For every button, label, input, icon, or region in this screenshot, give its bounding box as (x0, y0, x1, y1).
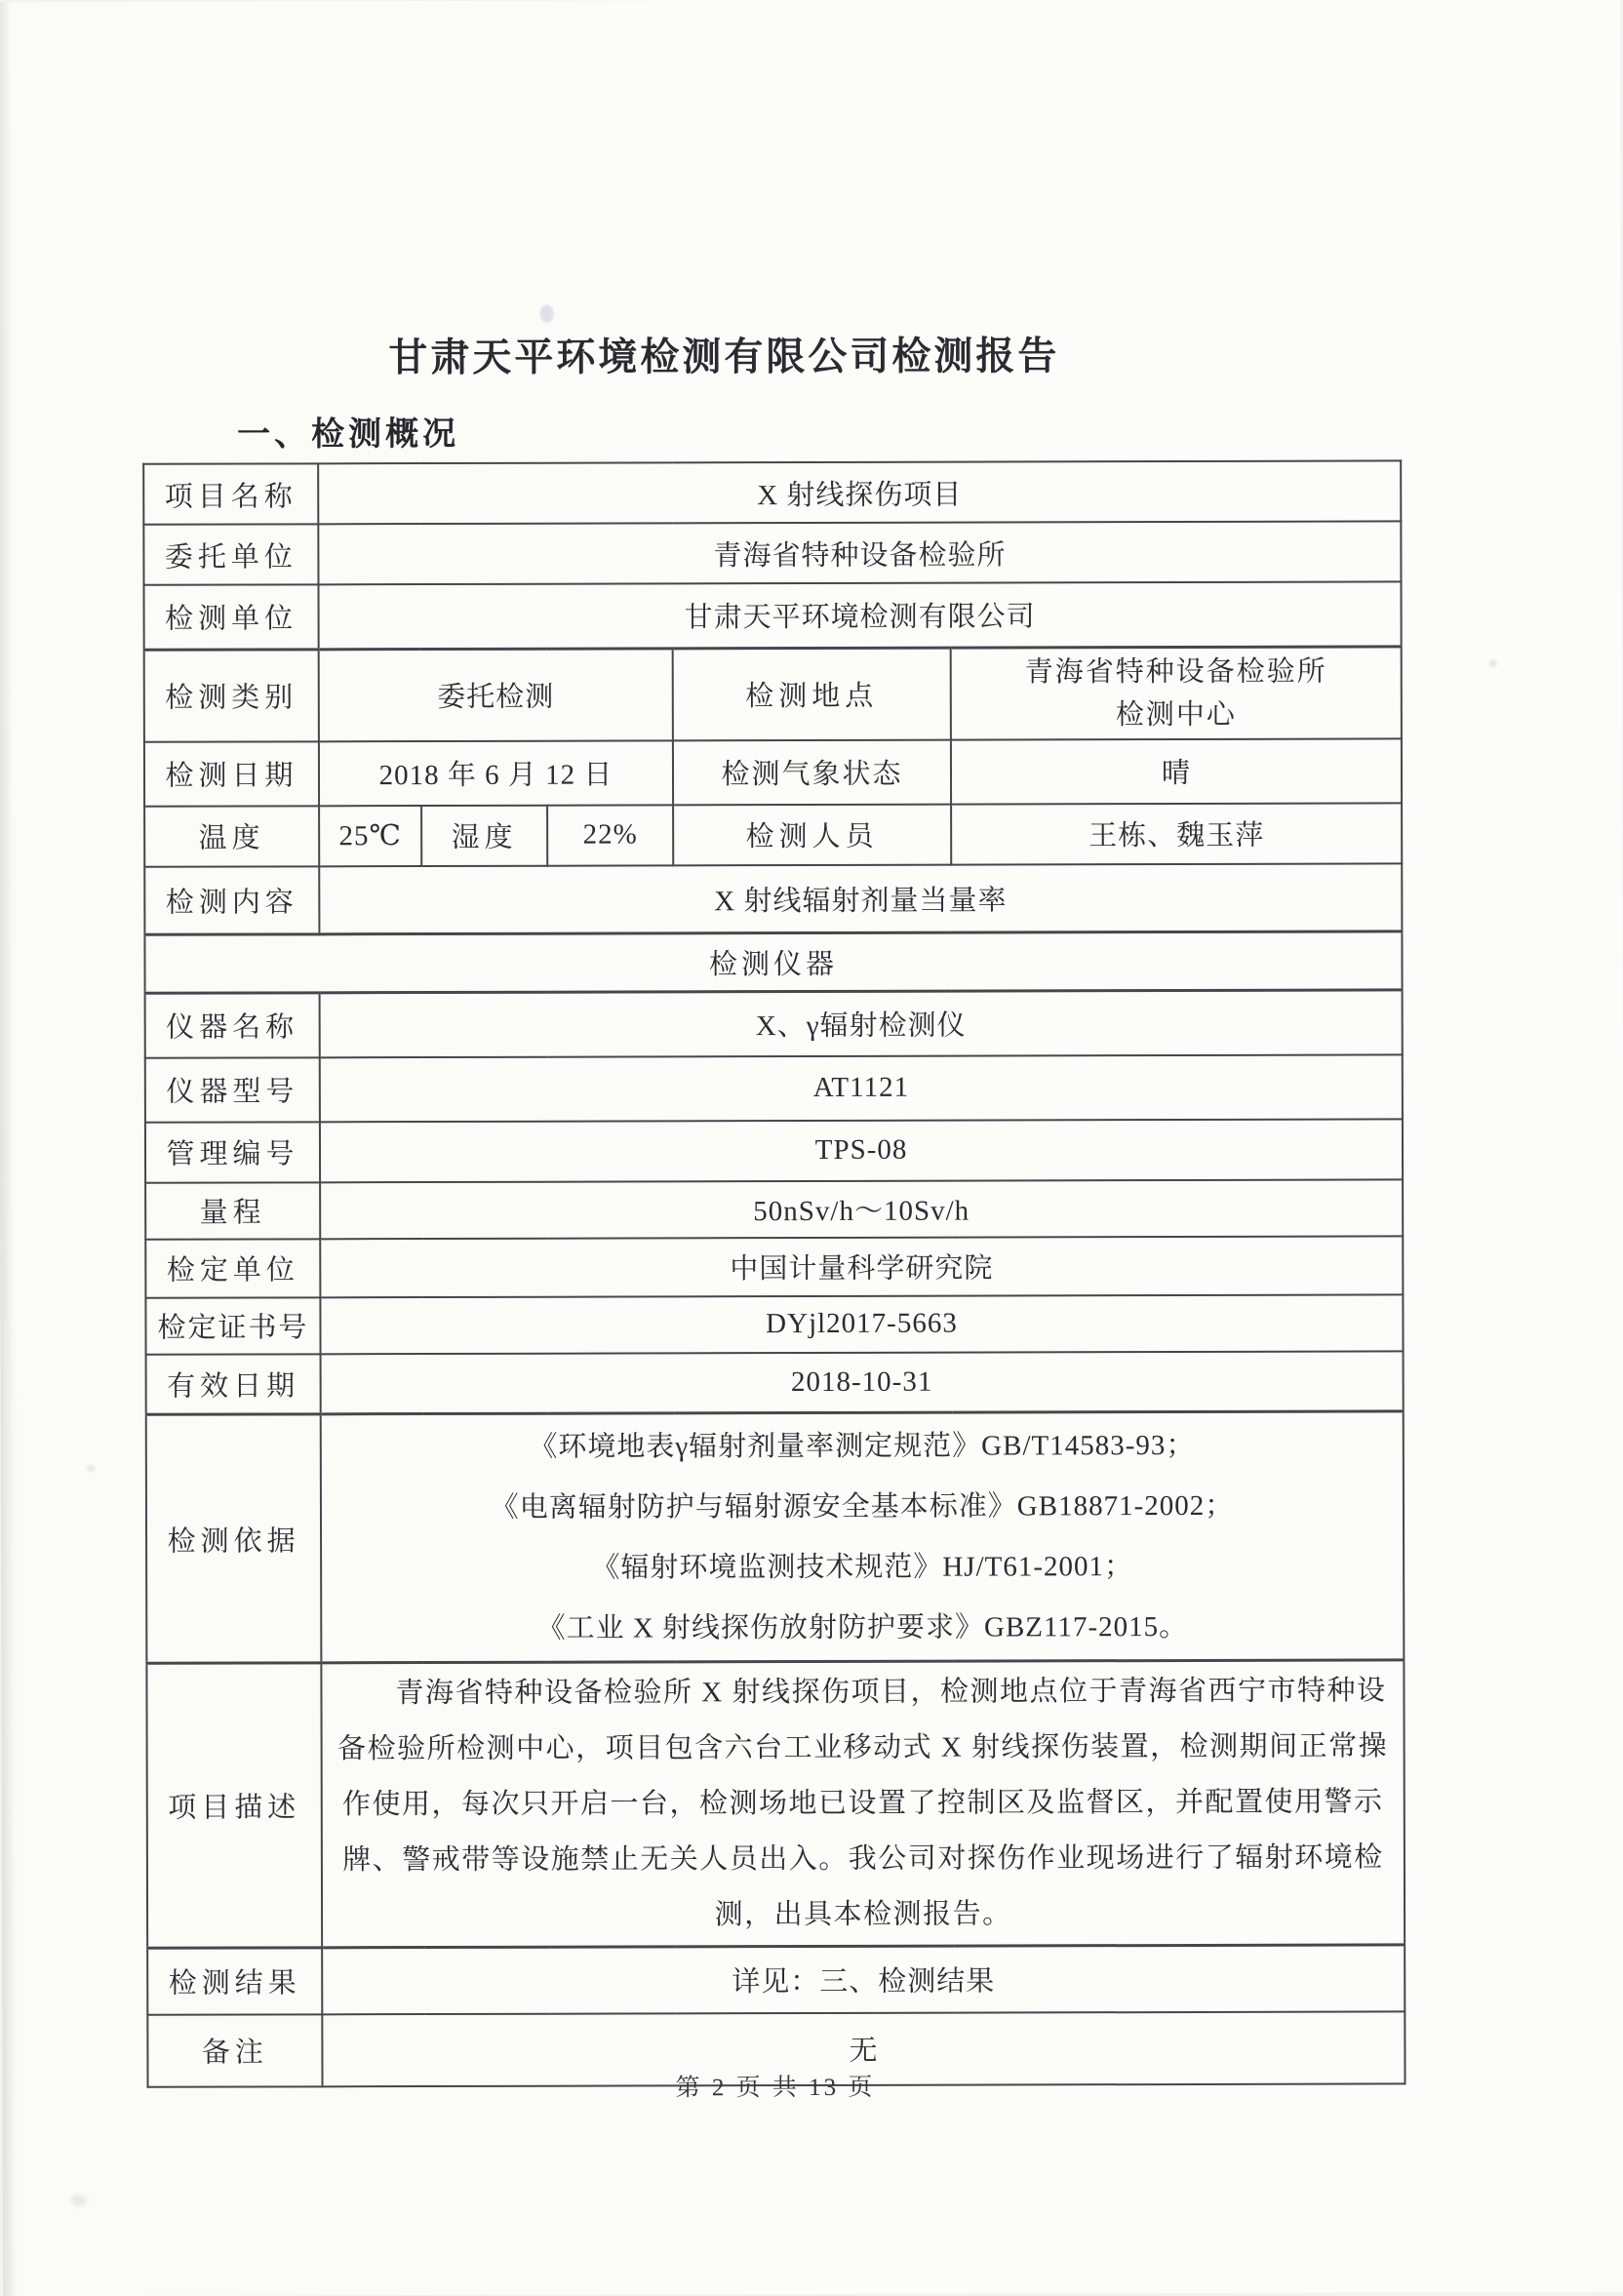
test-basis-line: 《电离辐射防护与辐射源安全基本标准》GB18871-2002； (490, 1489, 1235, 1524)
project-description-value (321, 1660, 1405, 1948)
project-description-label: 项目描述 (146, 1663, 322, 1948)
instrument-model-label: 仪器型号 (145, 1057, 320, 1122)
table-row (145, 1179, 1403, 1239)
scan-speck (87, 1465, 96, 1472)
testing-unit-label: 检测单位 (143, 584, 318, 649)
instruments-section-header: 检测仪器 (144, 931, 1402, 993)
test-content-value: X 射线辐射剂量当量率 (319, 863, 1402, 934)
scan-speck (71, 2195, 87, 2206)
table-row (144, 931, 1402, 993)
project-name-label: 项目名称 (143, 463, 318, 524)
remarks-value: 无 (322, 2011, 1405, 2086)
table-row (146, 1411, 1405, 1663)
test-basis-line: 《工业 X 射线探伤放射防护要求》GBZ117-2015。 (536, 1610, 1189, 1644)
page-number-footer: 第 2 页 共 13 页 (675, 2074, 876, 2102)
table-row (144, 738, 1402, 806)
range-value: 50nSv/h～10Sv/h (320, 1179, 1403, 1239)
humidity-value: 22% (547, 805, 673, 865)
table-row (145, 1236, 1403, 1297)
table-row (146, 1351, 1404, 1414)
table-row (143, 521, 1401, 584)
test-result-value: 详见：三、检测结果 (322, 1945, 1405, 2014)
scan-edge-shadow (0, 2, 17, 2296)
test-location-line1: 青海省特种设备检验所 (1024, 655, 1327, 688)
range-label: 量程 (145, 1182, 320, 1239)
table-row (146, 1660, 1405, 1948)
calibration-cert-no-value: DYjl2017-5663 (320, 1294, 1403, 1354)
table-row (144, 646, 1402, 741)
instrument-name-label: 仪器名称 (145, 993, 320, 1057)
humidity-label: 湿度 (421, 805, 547, 865)
test-result-label: 检测结果 (147, 1948, 322, 2014)
table-row (147, 1945, 1405, 2014)
calibration-unit-label: 检定单位 (145, 1239, 320, 1297)
test-basis-line: 《辐射环境监测技术规范》HJ/T61-2001； (591, 1551, 1134, 1584)
table-row (145, 1294, 1403, 1354)
test-category-value: 委托检测 (319, 648, 673, 740)
table-row (143, 581, 1401, 649)
remarks-label: 备注 (147, 2014, 322, 2086)
personnel-label: 检测人员 (673, 804, 951, 865)
valid-until-label: 有效日期 (146, 1354, 321, 1414)
weather-value: 晴 (951, 738, 1402, 804)
calibration-unit-value: 中国计量科学研究院 (320, 1236, 1403, 1297)
management-no-label: 管理编号 (145, 1122, 320, 1182)
test-location-value (951, 646, 1402, 739)
testing-unit-value: 甘肃天平环境检测有限公司 (318, 581, 1401, 649)
test-date-label: 检测日期 (144, 741, 319, 806)
table-row (145, 1054, 1403, 1122)
instrument-name-value: X、γ辐射检测仪 (320, 990, 1403, 1057)
personnel-value: 王栋、魏玉萍 (951, 803, 1402, 864)
project-description-paragraph: 青海省特种设备检验所 X 射线探伤项目，检测地点位于青海省西宁市特种设备检验所检测中心，项目包含六台工业移动式 X 射线探伤装置，检测期间正常操作使用，每次只开启一台，检测场地已设置了控制区及监督区，并配置使用警示牌、警戒带等设施禁止无关人员出入。我公司对探伤作业现场进行了辐射环境检测，出具本检测报告。 (337, 1675, 1389, 1931)
section-heading-overview: 一、检测概况 (237, 416, 460, 454)
report-title: 甘肃天平环境检测有限公司检测报告 (388, 334, 1060, 380)
test-basis-line: 《环境地表γ辐射剂量率测定规范》GB/T14583-93； (529, 1429, 1196, 1463)
temperature-value: 25℃ (319, 806, 421, 866)
table-row (143, 460, 1401, 524)
instrument-model-value: AT1121 (320, 1054, 1403, 1122)
management-no-value: TPS-08 (320, 1119, 1403, 1182)
temperature-label: 温度 (144, 806, 319, 866)
test-basis-value (321, 1411, 1405, 1663)
table-row (145, 990, 1403, 1057)
test-location-line2: 检测中心 (1115, 698, 1237, 731)
client-label: 委托单位 (143, 524, 318, 584)
test-date-value: 2018 年 6 月 12 日 (319, 740, 673, 806)
project-name-value: X 射线探伤项目 (318, 460, 1401, 524)
table-row (144, 863, 1402, 934)
test-location-label: 检测地点 (673, 648, 951, 740)
scan-speck (540, 305, 554, 323)
weather-label: 检测气象状态 (673, 739, 951, 805)
client-value: 青海省特种设备检验所 (318, 521, 1401, 584)
calibration-cert-no-label: 检定证书号 (145, 1297, 320, 1354)
valid-until-value: 2018-10-31 (321, 1351, 1404, 1414)
table-row (145, 1119, 1403, 1182)
test-basis-label: 检测依据 (146, 1414, 322, 1663)
table-row (144, 803, 1402, 866)
overview-table (142, 459, 1405, 2087)
scan-speck (1489, 659, 1497, 667)
test-category-label: 检测类别 (144, 649, 319, 741)
test-content-label: 检测内容 (144, 866, 319, 934)
